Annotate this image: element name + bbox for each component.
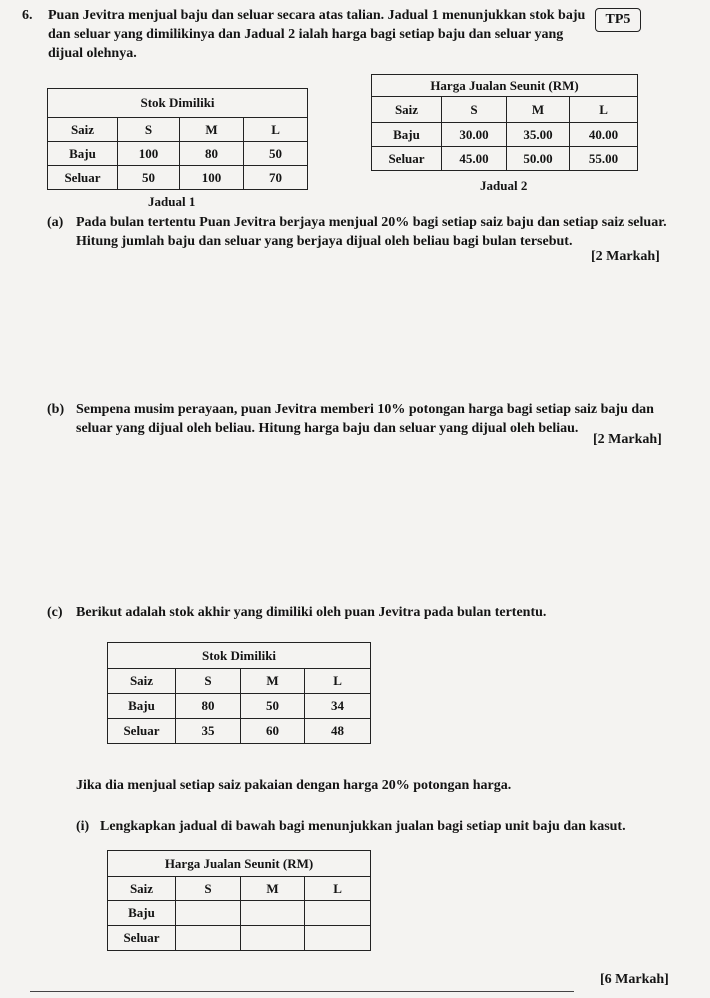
table1-title: Stok Dimiliki: [48, 89, 308, 118]
table2-header-l: L: [570, 97, 638, 123]
table-row: [372, 123, 638, 147]
table4-header-m: M: [241, 877, 305, 901]
question-number: 6.: [22, 8, 33, 23]
table2-header-m: M: [507, 97, 570, 123]
table2-cell: 30.00: [442, 123, 507, 147]
table2-cell: 40.00: [570, 123, 638, 147]
table2-cell: 35.00: [507, 123, 570, 147]
table-unit-price: [371, 74, 638, 171]
table3-cell: 48: [305, 719, 371, 744]
table4-answer-cell[interactable]: [241, 901, 305, 926]
level-badge: TP5: [595, 8, 641, 32]
question-intro-line-2: dan seluar yang dimilikinya dan Jadual 2 ialah harga bagi setiap baju dan seluar yang: [48, 27, 564, 42]
table-stock-owned: [47, 88, 308, 190]
table3-cell: 60: [241, 719, 305, 744]
table3-cell: Baju: [108, 694, 176, 719]
table3-cell: Seluar: [108, 719, 176, 744]
part-c-condition: Jika dia menjual setiap saiz pakaian dengan harga 20% potongan harga.: [76, 778, 512, 793]
table1-header-l: L: [244, 118, 308, 142]
table-row: [48, 166, 308, 190]
part-b-line-2: seluar yang dijual oleh beliau. Hitung harga baju dan seluar yang dijual oleh beliau.: [76, 421, 579, 436]
table2-cell: 55.00: [570, 147, 638, 171]
part-a-line-1: Pada bulan tertentu Puan Jevitra berjaya menjual 20% bagi setiap saiz baju dan setiap saiz seluar.: [76, 215, 667, 230]
table4-header-size: Saiz: [108, 877, 176, 901]
table3-header-m: M: [241, 669, 305, 694]
question-intro-line-3: dijual olehnya.: [48, 46, 137, 61]
part-b-marks: [2 Markah]: [593, 432, 662, 447]
table-row: [372, 147, 638, 171]
table2-header-s: S: [442, 97, 507, 123]
table2-cell: Seluar: [372, 147, 442, 171]
question-intro-line-1: Puan Jevitra menjual baju dan seluar secara atas talian. Jadual 1 menunjukkan stok baju: [48, 8, 586, 23]
table3-cell: 50: [241, 694, 305, 719]
table3-header-size: Saiz: [108, 669, 176, 694]
part-a-marks: [2 Markah]: [591, 249, 660, 264]
table3-cell: 34: [305, 694, 371, 719]
table1-cell: 100: [180, 166, 244, 190]
table-row: [108, 694, 371, 719]
table4-answer-cell[interactable]: [305, 926, 371, 951]
table1-header-s: S: [118, 118, 180, 142]
table1-header-m: M: [180, 118, 244, 142]
part-c-line: Berikut adalah stok akhir yang dimiliki oleh puan Jevitra pada bulan tertentu.: [76, 605, 547, 620]
table3-cell: 80: [176, 694, 241, 719]
table1-cell: 100: [118, 142, 180, 166]
part-b-line-1: Sempena musim perayaan, puan Jevitra memberi 10% potongan harga bagi setiap saiz baju dan: [76, 402, 654, 417]
table4-answer-cell[interactable]: [176, 926, 241, 951]
part-c-i-label: (i): [76, 819, 90, 834]
table1-cell: 50: [244, 142, 308, 166]
table2-cell: Baju: [372, 123, 442, 147]
part-c-marks: [6 Markah]: [600, 972, 669, 987]
part-c-i-line: Lengkapkan jadual di bawah bagi menunjukkan jualan bagi setiap unit baju dan kasut.: [100, 819, 626, 834]
table2-cell: 45.00: [442, 147, 507, 171]
table-row: [48, 142, 308, 166]
table1-cell: 50: [118, 166, 180, 190]
table1-cell: Seluar: [48, 166, 118, 190]
table-row: [108, 926, 371, 951]
table1-cell: 80: [180, 142, 244, 166]
table4-answer-cell[interactable]: [176, 901, 241, 926]
table-discounted-price: [107, 850, 371, 951]
table3-title: Stok Dimiliki: [108, 643, 371, 669]
part-c-label: (c): [47, 605, 63, 620]
table3-header-s: S: [176, 669, 241, 694]
table4-header-s: S: [176, 877, 241, 901]
table2-cell: 50.00: [507, 147, 570, 171]
bottom-divider: [30, 991, 574, 992]
part-b-label: (b): [47, 402, 65, 417]
table4-cell: Baju: [108, 901, 176, 926]
table4-cell: Seluar: [108, 926, 176, 951]
table3-cell: 35: [176, 719, 241, 744]
part-a-line-2: Hitung jumlah baju dan seluar yang berjaya dijual oleh beliau bagi bulan tersebut.: [76, 234, 573, 249]
part-a-label: (a): [47, 215, 64, 230]
table4-header-l: L: [305, 877, 371, 901]
table1-cell: Baju: [48, 142, 118, 166]
table4-answer-cell[interactable]: [305, 901, 371, 926]
table4-answer-cell[interactable]: [241, 926, 305, 951]
table2-caption: Jadual 2: [480, 178, 528, 193]
table1-cell: 70: [244, 166, 308, 190]
table3-header-l: L: [305, 669, 371, 694]
table2-header-size: Saiz: [372, 97, 442, 123]
table-row: [108, 901, 371, 926]
table1-header-size: Saiz: [48, 118, 118, 142]
table-final-stock: [107, 642, 371, 744]
table4-title: Harga Jualan Seunit (RM): [108, 851, 371, 877]
table-row: [108, 719, 371, 744]
table1-caption: Jadual 1: [148, 194, 196, 209]
table2-title: Harga Jualan Seunit (RM): [372, 75, 638, 97]
